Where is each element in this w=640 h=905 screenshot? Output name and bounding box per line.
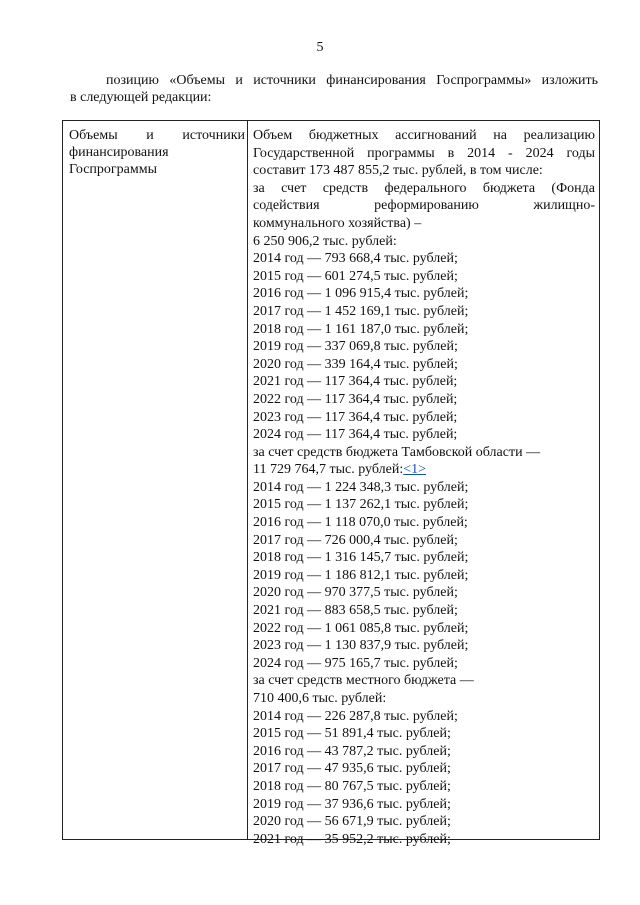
intro-paragraph <box>70 72 598 106</box>
position-name-cell <box>69 127 245 178</box>
regional-year-2022: 2022 год — 1 061 085,8 тыс. рублей; <box>253 620 469 636</box>
regional-total-line <box>253 461 595 479</box>
federal-total: 6 250 906,2 тыс. рублей: <box>253 233 397 249</box>
federal-year-2016: 2016 год — 1 096 915,4 тыс. рублей; <box>253 286 469 302</box>
federal-year-2024: 2024 год — 117 364,4 тыс. рублей; <box>253 427 458 443</box>
local-year-2017: 2017 год — 47 935,6 тыс. рублей; <box>253 761 451 777</box>
regional-year-2020: 2020 год — 970 377,5 тыс. рублей; <box>253 585 458 601</box>
local-years-list <box>253 708 595 849</box>
regional-year-2014: 2014 год — 1 224 348,3 тыс. рублей; <box>253 479 469 495</box>
local-year-2016: 2016 год — 43 787,2 тыс. рублей; <box>253 743 451 759</box>
federal-heading-2: содействия реформированию жилищно- <box>253 198 595 214</box>
regional-years-list <box>253 479 595 673</box>
federal-year-2017: 2017 год — 1 452 169,1 тыс. рублей; <box>253 303 469 319</box>
local-year-2020: 2020 год — 56 671,9 тыс. рублей; <box>253 814 451 830</box>
page-number: 5 <box>316 40 324 55</box>
financing-table <box>62 120 600 847</box>
regional-year-2015: 2015 год — 1 137 262,1 тыс. рублей; <box>253 497 469 513</box>
regional-year-2024: 2024 год — 975 165,7 тыс. рублей; <box>253 655 458 671</box>
regional-year-2019: 2019 год — 1 186 812,1 тыс. рублей; <box>253 567 469 583</box>
position-name-line-2: финансирования <box>69 145 169 160</box>
position-name-line-1: Объемы и источники <box>69 128 245 143</box>
regional-year-2021: 2021 год — 883 658,5 тыс. рублей; <box>253 603 458 619</box>
federal-year-2015: 2015 год — 601 274,5 тыс. рублей; <box>253 268 458 284</box>
footnote-reference-link[interactable]: <1> <box>403 462 427 478</box>
regional-total: 11 729 764,7 тыс. рублей: <box>253 462 404 478</box>
federal-years-list <box>253 250 595 444</box>
regional-year-2017: 2017 год — 726 000,4 тыс. рублей; <box>253 532 458 548</box>
federal-heading-1: за счет средств федерального бюджета (Фонда <box>253 180 595 196</box>
local-heading: за счет средств местного бюджета — <box>253 673 474 689</box>
intro-line-1: позицию «Объемы и источники финансирования Госпрограммы» изложить <box>106 73 598 88</box>
intro-line-2: в следующей редакции: <box>70 90 212 105</box>
federal-year-2022: 2022 год — 117 364,4 тыс. рублей; <box>253 391 458 407</box>
federal-year-2020: 2020 год — 339 164,4 тыс. рублей; <box>253 356 458 372</box>
summary-line-3: составит 173 487 855,2 тыс. рублей, в том числе: <box>253 163 543 179</box>
local-year-2018: 2018 год — 80 767,5 тыс. рублей; <box>253 778 451 794</box>
regional-heading: за счет средств бюджета Тамбовской области — <box>253 444 541 460</box>
federal-year-2023: 2023 год — 117 364,4 тыс. рублей; <box>253 409 458 425</box>
local-year-2015: 2015 год — 51 891,4 тыс. рублей; <box>253 726 451 742</box>
column-divider <box>247 121 248 839</box>
summary-line-1: Объем бюджетных ассигнований на реализацию <box>253 128 595 143</box>
financing-details-cell <box>253 127 595 848</box>
position-name-line-3: Госпрограммы <box>69 162 157 177</box>
federal-year-2019: 2019 год — 337 069,8 тыс. рублей; <box>253 339 458 355</box>
local-total: 710 400,6 тыс. рублей: <box>253 691 387 706</box>
federal-year-2021: 2021 год — 117 364,4 тыс. рублей; <box>253 374 458 390</box>
local-year-2019: 2019 год — 37 936,6 тыс. рублей; <box>253 796 451 812</box>
summary-line-2: Государственной программы в 2014 - 2024 годы <box>253 145 595 161</box>
federal-heading-3: коммунального хозяйства) – <box>253 215 422 231</box>
local-year-2014: 2014 год — 226 287,8 тыс. рублей; <box>253 708 458 724</box>
federal-year-2014: 2014 год — 793 668,4 тыс. рублей; <box>253 251 458 267</box>
federal-year-2018: 2018 год — 1 161 187,0 тыс. рублей; <box>253 321 469 337</box>
regional-year-2018: 2018 год — 1 316 145,7 тыс. рублей; <box>253 550 469 566</box>
regional-year-2016: 2016 год — 1 118 070,0 тыс. рублей; <box>253 515 468 531</box>
local-year-2021: 2021 год — 35 952,2 тыс. рублей; <box>253 831 451 847</box>
regional-year-2023: 2023 год — 1 130 837,9 тыс. рублей; <box>253 638 469 654</box>
